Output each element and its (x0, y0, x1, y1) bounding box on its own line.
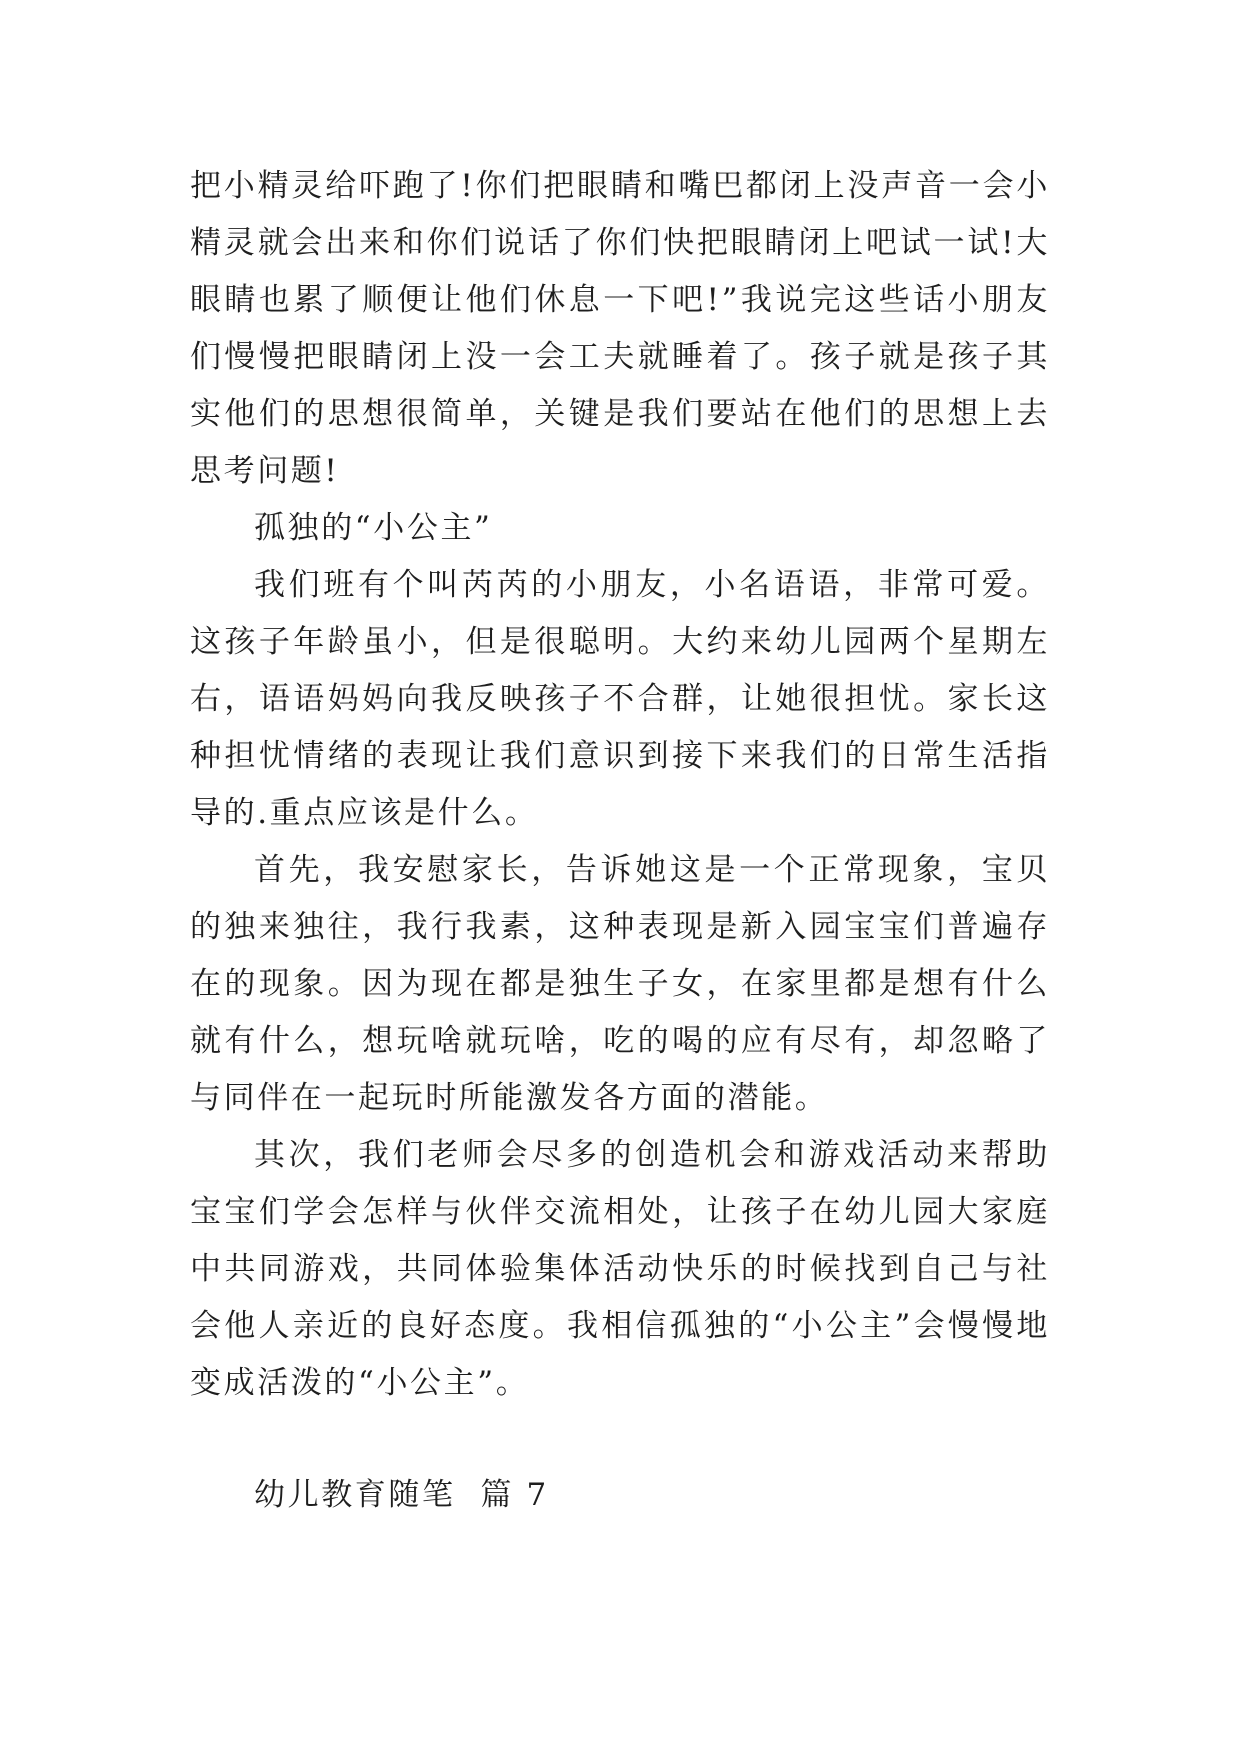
body-paragraph: 我们班有个叫芮芮的小朋友，小名语语，非常可爱。这孩子年龄虽小，但是很聪明。大约来幼儿园两个星期左右，语语妈妈向我反映孩子不合群，让她很担忧。家长这种担忧情绪的表现让我们意识到接下来我们的日常生活指导的.重点应该是什么。 (190, 567, 1050, 831)
section-title: 孤独的“小公主” (254, 510, 493, 546)
continuation-section (190, 158, 1050, 500)
story-section (190, 500, 1050, 1412)
continuation-paragraph: 把小精灵给吓跑了!你们把眼睛和嘴巴都闭上没声音一会小精灵就会出来和你们说话了你们快把眼睛闭上吧试一试!大眼睛也累了顺便让他们休息一下吧!”我说完这些话小朋友们慢慢把眼睛闭上没一会工夫就睡着了。孩子就是孩子其实他们的思想很简单，关键是我们要站在他们的思想上去思考问题! (190, 168, 1050, 489)
next-article-title: 幼儿教育随笔 篇 7 (254, 1477, 549, 1513)
body-paragraph: 首先，我安慰家长，告诉她这是一个正常现象，宝贝的独来独往，我行我素，这种表现是新入园宝宝们普遍存在的现象。因为现在都是独生子女，在家里都是想有什么就有什么，想玩啥就玩啥，吃的喝的应有尽有，却忽略了与同伴在一起玩时所能激发各方面的潜能。 (190, 852, 1050, 1116)
next-article-section (190, 1467, 1050, 1524)
body-paragraph: 其次，我们老师会尽多的创造机会和游戏活动来帮助宝宝们学会怎样与伙伴交流相处，让孩子在幼儿园大家庭中共同游戏，共同体验集体活动快乐的时候找到自己与社会他人亲近的良好态度。我相信孤独的“小公主”会慢慢地变成活泼的“小公主”。 (190, 1137, 1050, 1401)
